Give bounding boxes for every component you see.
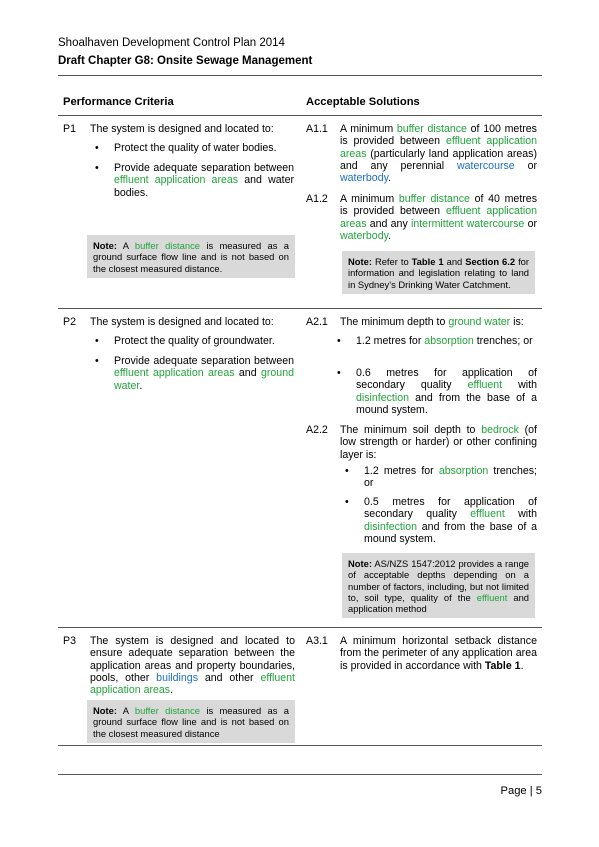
criteria-bullet: • Provide adequate separation between effluent application areas and ground water. (114, 355, 294, 392)
solution-text: The minimum soil depth to bedrock (of low strength or harder) or other confining layer is: (340, 424, 537, 461)
solution-code: A1.2 (306, 193, 328, 205)
performance-criteria-heading: Performance Criteria (63, 96, 174, 108)
criteria-table (58, 88, 542, 746)
criteria-note: Note: A buffer distance is measured as a ground surface flow line and is not based on the closest measured distance (87, 700, 295, 743)
criteria-note: Note: A buffer distance is measured as a ground surface flow line and is not based on the closest measured distance. (87, 235, 295, 278)
solution-bullet: • 0.5 metres for application of secondary quality effluent with disinfection and from the base of a mound system. (364, 496, 537, 545)
table-row-p3 (58, 628, 542, 746)
solution-text: The minimum depth to ground water is: (340, 316, 524, 328)
table-header-row (58, 88, 542, 116)
solution-code: A1.1 (306, 123, 328, 135)
solution-text: A minimum horizontal setback distance from the perimeter of any application area is provided in accordance with Table 1. (340, 635, 537, 672)
criteria-intro: The system is designed and located to: (90, 316, 274, 328)
solution-bullet: • 1.2 metres for absorption trenches; or (356, 335, 537, 347)
criteria-bullet: • Protect the quality of groundwater. (114, 335, 294, 347)
solution-text: A minimum buffer distance of 100 metres is provided between effluent application areas (particularly land application areas) and any perennial watercourse or waterbody. (340, 123, 538, 185)
criteria-text: The system is designed and located to ensure adequate separation between the application areas and property boundaries, pools, other buildings and other effluent application areas. (90, 635, 295, 697)
acceptable-solutions-heading: Acceptable Solutions (306, 96, 420, 108)
document-header (58, 36, 542, 68)
criteria-intro: The system is designed and located to: (90, 123, 274, 135)
table-row-p1 (58, 116, 542, 309)
solution-text: A minimum buffer distance of 40 metres is provided between effluent application areas and any intermittent watercourse or waterbody. (340, 193, 538, 242)
solution-bullet: • 0.6 metres for application of secondary quality effluent with disinfection and from the base of a mound system. (356, 367, 537, 416)
footer-divider (58, 774, 542, 775)
criteria-bullet: • Protect the quality of water bodies. (114, 142, 294, 154)
chapter-title: Draft Chapter G8: Onsite Sewage Management (58, 55, 313, 67)
page-number: Page | 5 (500, 785, 542, 797)
table-row-p2 (58, 309, 542, 628)
criteria-code: P1 (63, 123, 76, 135)
solution-code: A2.1 (306, 316, 328, 328)
solution-note: Note: Refer to Table 1 and Section 6.2 for information and legislation relating to land in Sydney’s Drinking Water Catchment. (342, 251, 535, 294)
solution-code: A3.1 (306, 635, 328, 647)
criteria-code: P3 (63, 635, 76, 647)
criteria-code: P2 (63, 316, 76, 328)
solution-note: Note: AS/NZS 1547:2012 provides a range of acceptable depths depending on a number of factors, including, but not limited to, soil type, quality of the effluent and application method (342, 553, 535, 618)
plan-title: Shoalhaven Development Control Plan 2014 (58, 37, 285, 49)
header-divider (58, 75, 542, 76)
criteria-bullet: • Provide adequate separation between effluent application areas and water bodies. (114, 162, 294, 199)
solution-bullet: • 1.2 metres for absorption trenches; or (364, 465, 537, 490)
solution-code: A2.2 (306, 424, 328, 436)
